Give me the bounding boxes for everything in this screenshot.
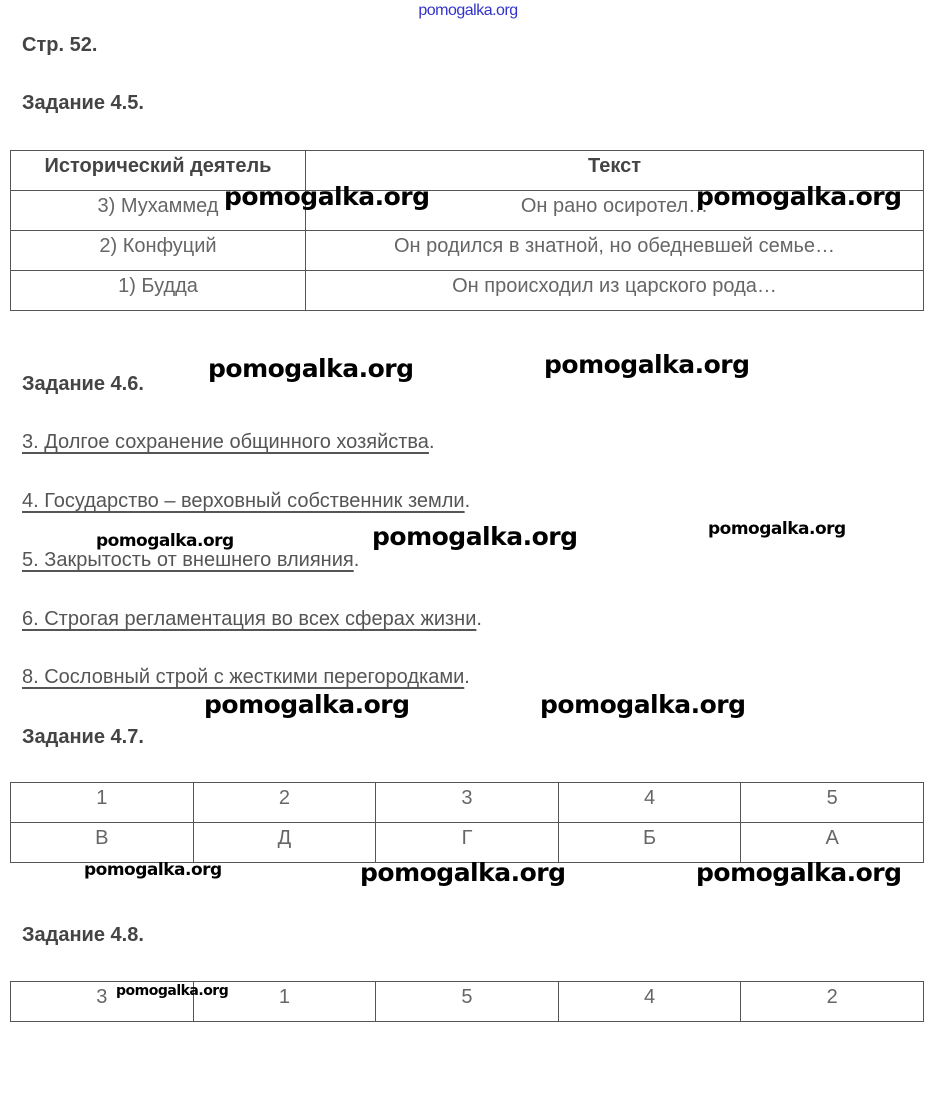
watermark: pomogalka.org bbox=[204, 690, 410, 719]
answer-cell: 5 bbox=[376, 982, 559, 1022]
number-cell: 2 bbox=[193, 783, 376, 823]
table-row bbox=[11, 823, 924, 863]
period: . bbox=[428, 431, 435, 453]
column-header: Исторический деятель bbox=[11, 151, 306, 191]
list-item bbox=[22, 666, 470, 689]
period: . bbox=[464, 490, 471, 512]
list-item-text: 5. Закрытость от внешнего влияния bbox=[22, 549, 354, 571]
list-item bbox=[22, 431, 435, 454]
watermark: pomogalka.org bbox=[224, 182, 430, 211]
list-item bbox=[22, 490, 470, 513]
table-row bbox=[11, 783, 924, 823]
watermark: pomogalka.org bbox=[208, 354, 414, 383]
answer-cell: Б bbox=[558, 823, 741, 863]
column-header: Текст bbox=[306, 151, 924, 191]
list-item bbox=[22, 608, 482, 631]
table-row bbox=[11, 231, 924, 271]
answer-cell: 1 bbox=[193, 982, 376, 1022]
answer-cell: Д bbox=[193, 823, 376, 863]
figure-cell: 1) Будда bbox=[11, 271, 306, 311]
answer-cell: В bbox=[11, 823, 194, 863]
list-item bbox=[22, 549, 359, 572]
figure-cell: 2) Конфуций bbox=[11, 231, 306, 271]
number-cell: 1 bbox=[11, 783, 194, 823]
table-row bbox=[11, 271, 924, 311]
period: . bbox=[353, 549, 360, 571]
task-4-7-title: Задание 4.7. bbox=[22, 726, 144, 748]
text-cell: Он происходил из царского рода… bbox=[306, 271, 924, 311]
period: . bbox=[464, 666, 470, 688]
task-4-8-title: Задание 4.8. bbox=[22, 924, 144, 946]
figure-cell: 3) Мухаммед bbox=[11, 191, 306, 231]
list-item-text: 4. Государство – верховный собственник земли bbox=[22, 490, 465, 512]
answer-cell: 2 bbox=[741, 982, 924, 1022]
watermark: pomogalka.org bbox=[696, 858, 902, 887]
watermark: pomogalka.org bbox=[708, 519, 846, 539]
answer-cell: 3 bbox=[11, 982, 194, 1022]
watermark: pomogalka.org bbox=[540, 690, 746, 719]
answer-cell: А bbox=[741, 823, 924, 863]
answer-cell: Г bbox=[376, 823, 559, 863]
answer-cell: 4 bbox=[558, 982, 741, 1022]
number-cell: 4 bbox=[558, 783, 741, 823]
task-4-5-table bbox=[10, 150, 924, 311]
page-label: Стр. 52. bbox=[22, 34, 98, 56]
text-cell: Он родился в знатной, но обедневшей семье… bbox=[306, 231, 924, 271]
number-cell: 5 bbox=[741, 783, 924, 823]
watermark: pomogalka.org bbox=[544, 350, 750, 379]
list-item-text: 3. Долгое сохранение общинного хозяйства bbox=[22, 431, 429, 453]
task-4-7-table bbox=[10, 782, 924, 863]
watermark: pomogalka.org bbox=[96, 531, 234, 551]
watermark: pomogalka.org bbox=[116, 983, 229, 999]
task-4-5-title: Задание 4.5. bbox=[22, 92, 144, 114]
task-4-6-title: Задание 4.6. bbox=[22, 373, 144, 395]
watermark: pomogalka.org bbox=[696, 182, 902, 211]
watermark: pomogalka.org bbox=[84, 860, 222, 880]
list-item-text: 6. Строгая регламентация во всех сферах жизни bbox=[22, 608, 477, 630]
watermark: pomogalka.org bbox=[360, 858, 566, 887]
watermark: pomogalka.org bbox=[372, 522, 578, 551]
site-header-watermark[interactable]: pomogalka.org bbox=[418, 2, 518, 19]
list-item-text: 8. Сословный строй с жесткими перегородками bbox=[22, 666, 465, 688]
text-cell: Он рано осиротел… bbox=[306, 191, 924, 231]
period: . bbox=[476, 608, 482, 630]
number-cell: 3 bbox=[376, 783, 559, 823]
